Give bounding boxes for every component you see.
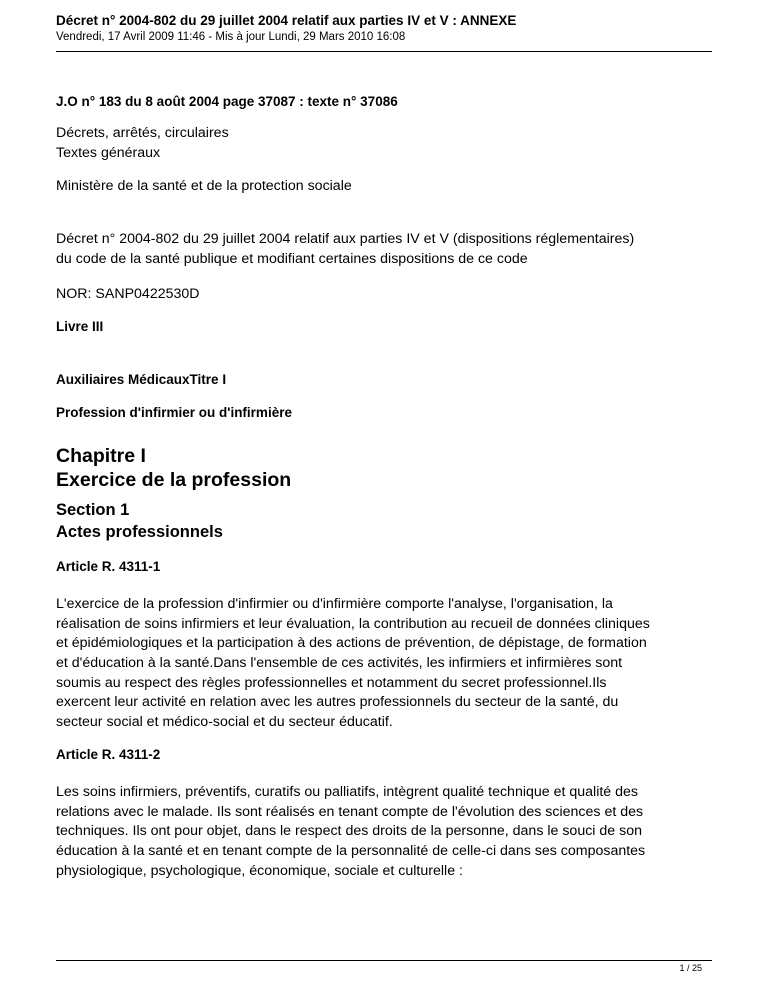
article-1-line: et épidémiologiques et la participation à des actions de prévention, de dépistage, de formation [56,635,647,651]
article-1-line: exercent leur activité en relation avec les autres professionnels du secteur de la santé, du [56,694,619,710]
article-2-line: Les soins infirmiers, préventifs, curatifs ou palliatifs, intègrent qualité technique et qualité des [56,784,638,800]
section-heading-line-2: Actes professionnels [56,523,223,541]
profession-heading: Profession d'infirmier ou d'infirmière [56,405,292,420]
article-2-line: physiologique, psychologique, économique, sociale et culturelle : [56,863,463,879]
chapitre-heading-line-1: Chapitre I [56,445,146,467]
ministry: Ministère de la santé et de la protection sociale [56,178,352,194]
header-divider [56,51,712,52]
article-1-line: et d'éducation à la santé.Dans l'ensemble de ces activités, les infirmiers et infirmières sont [56,655,623,671]
category-line-1: Décrets, arrêtés, circulaires [56,125,229,141]
chapitre-heading-line-2: Exercice de la profession [56,469,292,491]
footer-divider [56,960,712,961]
article-1-line: L'exercice de la profession d'infirmier ou d'infirmière comporte l'analyse, l'organisation, la [56,596,613,612]
decree-title-line-2: du code de la santé publique et modifiant certaines dispositions de ce code [56,251,528,267]
article-2-line: relations avec le malade. Ils sont réalisés en tenant compte de l'évolution des sciences et des [56,804,644,820]
document-dates: Vendredi, 17 Avril 2009 11:46 - Mis à jour Lundi, 29 Mars 2010 16:08 [56,31,406,43]
livre-heading: Livre III [56,319,104,334]
category-line-2: Textes généraux [56,145,161,161]
decree-title-line-1: Décret n° 2004-802 du 29 juillet 2004 relatif aux parties IV et V (dispositions réglementaires) [56,231,635,247]
article-1-title: Article R. 4311-1 [56,559,161,574]
article-1-line: secteur social et médico-social et du secteur éducatif. [56,714,393,730]
article-2-line: éducation à la santé et en tenant compte de la personnalité de celle-ci dans ses composantes [56,843,646,859]
document-title: Décret n° 2004-802 du 29 juillet 2004 relatif aux parties IV et V : ANNEXE [56,13,517,28]
article-2-title: Article R. 4311-2 [56,747,161,762]
titre-heading: Auxiliaires MédicauxTitre I [56,372,227,387]
nor-reference: NOR: SANP0422530D [56,286,200,302]
page-header [56,13,712,45]
jo-reference: J.O n° 183 du 8 août 2004 page 37087 : texte n° 37086 [56,94,398,109]
section-heading-line-1: Section 1 [56,501,130,519]
article-1-line: réalisation de soins infirmiers et leur évaluation, la contribution au recueil de données cliniques [56,616,650,632]
page-number: 1 / 25 [679,963,702,973]
article-2-line: techniques. Ils ont pour objet, dans le respect des droits de la personne, dans le souci de son [56,823,642,839]
article-1-line: soumis au respect des règles professionnelles et notamment du secret professionnel.Ils [56,675,607,691]
